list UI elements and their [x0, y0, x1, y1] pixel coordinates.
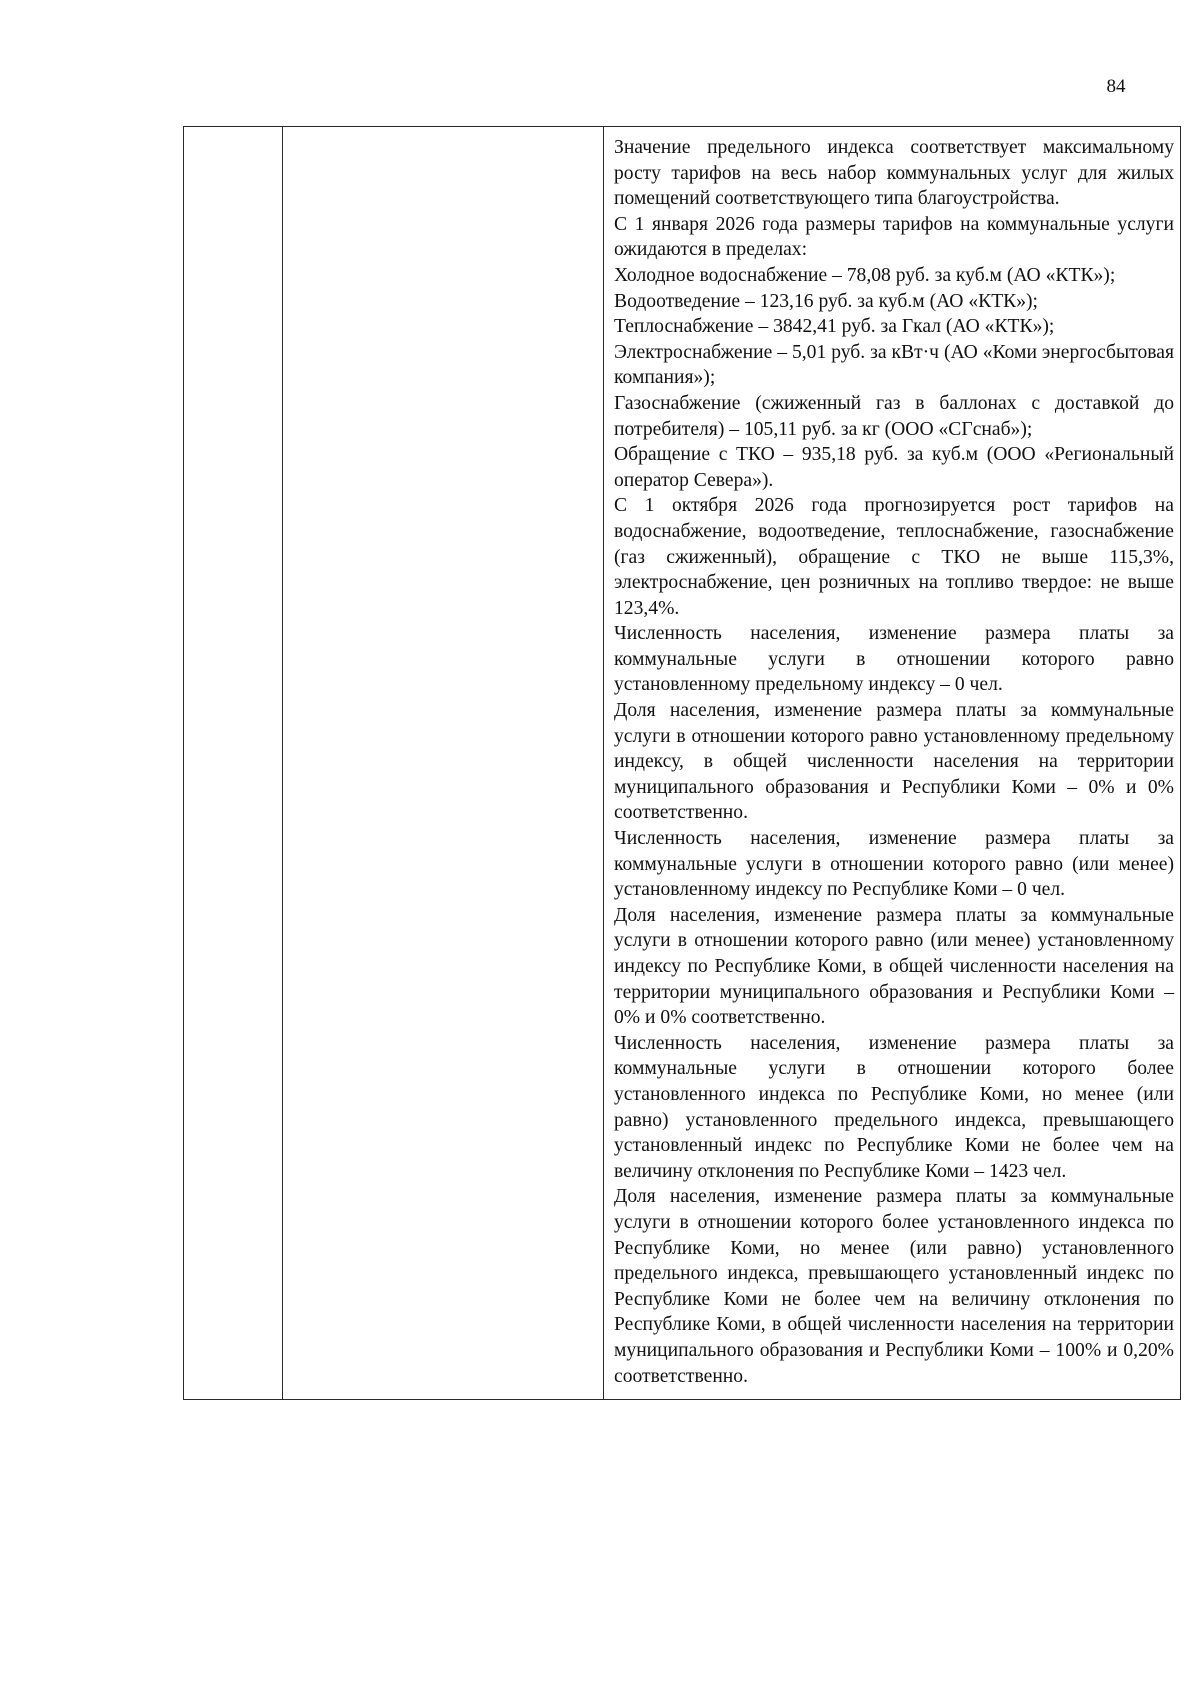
- paragraph: Доля населения, изменение размера платы за коммунальные услуги в отношении которого более установленного индекса по Республике Коми, но менее (или равно) установленного предельного индекса, превышающего установленный индекс по Республике Коми не более чем на величину отклонения по Республике Коми, в общей численности населения на территории муниципального образования и Республики Коми – 100% и 0,20% соответственно.: [614, 1186, 1174, 1387]
- paragraph: Численность населения, изменение размера платы за коммунальные услуги в отношении которого равно (или менее) установленному индексу по Республике Коми – 0 чел.: [614, 828, 1174, 901]
- cell-paragraphs: [614, 135, 1174, 1389]
- table-row: [184, 127, 1181, 1400]
- table-cell-text: [604, 127, 1181, 1400]
- page-number: 84: [1106, 76, 1126, 97]
- paragraph: Теплоснабжение – 3842,41 руб. за Гкал (АО «КТК»);: [614, 316, 1055, 338]
- table-cell-empty-1: [184, 127, 283, 1400]
- paragraph: Холодное водоснабжение – 78,08 руб. за куб.м (АО «КТК»);: [614, 264, 1116, 286]
- paragraph: С 1 января 2026 года размеры тарифов на коммунальные услуги ожидаются в пределах:: [614, 213, 1174, 261]
- paragraph: Газоснабжение (сжиженный газ в баллонах с доставкой до потребителя) – 105,11 руб. за кг (ООО «СГснаб»);: [614, 392, 1174, 440]
- paragraph: С 1 октября 2026 года прогнозируется рост тарифов на водоснабжение, водоотведение, теплоснабжение, газоснабжение (газ сжиженный), обращение с ТКО не выше 115,3%, электроснабжение, цен розничных на топливо твердое: не выше 123,4%.: [614, 495, 1174, 619]
- paragraph: Обращение с ТКО – 935,18 руб. за куб.м (ООО «Региональный оператор Севера»).: [614, 444, 1174, 491]
- paragraph: Численность населения, изменение размера платы за коммунальные услуги в отношении которого более установленного индекса по Республике Коми, но менее (или равно) установленного предельного индекса, превышающего установленный индекс по Республике Коми не более чем на величину отклонения по Республике Коми – 1423 чел.: [614, 1032, 1174, 1182]
- table-cell-empty-2: [283, 127, 604, 1400]
- paragraph: Доля населения, изменение размера платы за коммунальные услуги в отношении которого равно установленному предельному индексу, в общей численности населения на территории муниципального образования и Республики Коми – 0% и 0% соответственно.: [614, 700, 1174, 824]
- paragraph: Водоотведение – 123,16 руб. за куб.м (АО «КТК»);: [614, 290, 1038, 312]
- content-table: [183, 126, 1181, 1400]
- paragraph: Доля населения, изменение размера платы за коммунальные услуги в отношении которого равно (или менее) установленному индексу по Республике Коми, в общей численности населения на территории муниципального образования и Республики Коми – 0% и 0% соответственно.: [614, 904, 1174, 1029]
- paragraph: Электроснабжение – 5,01 руб. за кВт·ч (АО «Коми энергосбытовая компания»);: [614, 341, 1174, 389]
- paragraph: Численность населения, изменение размера платы за коммунальные услуги в отношении которого равно установленному предельному индексу – 0 чел.: [614, 623, 1174, 696]
- paragraph: Значение предельного индекса соответствует максимальному росту тарифов на весь набор коммунальных услуг для жилых помещений соответствующего типа благоустройства.: [614, 137, 1174, 210]
